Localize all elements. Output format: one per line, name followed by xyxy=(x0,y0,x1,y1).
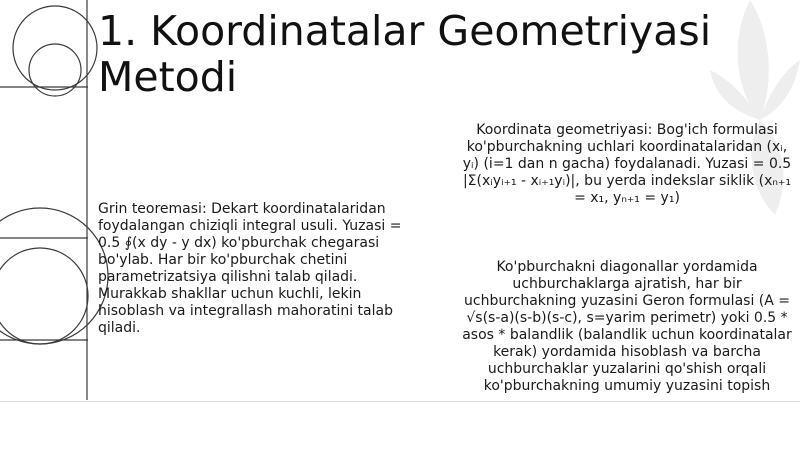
decor-circle-bottom-small xyxy=(0,248,88,344)
green-theorem-text: Grin teoremasi: Dekart koordinatalaridan foydalangan chiziqli integral usuli. Yuzasi = 0.5 ∮(x dy - y dx) ko'pburchak chegarasi bo'ylab. Har bir ko'pburchak chetini parametrizatsiya qilishni talab qiladi. Murakkab shakllar uchun kuchli, lekin hisoblash va integrallash mahoratini talab qiladi. xyxy=(98,201,402,336)
decor-circle-bottom-large xyxy=(0,208,108,344)
bottom-divider xyxy=(0,401,800,402)
decor-circle-top-large xyxy=(13,6,97,90)
decor-circle-top-small xyxy=(29,44,81,96)
triangulation-text: Ko'pburchakni diagonallar yordamida uchburchaklarga ajratish, har bir uchburchakning yuzasini Geron formulasi (A = √s(s-a)(s-b)(s-c), s=yarim perimetr) yoki 0.5 * asos * balandlik (balandlik uchun koordinatalar kerak) yordamida hisoblash va barcha uchburchaklar yuzalarini qo'shish orqali ko'pburchakning umumiy yuzasini topish xyxy=(462,259,792,394)
slide-title: 1. Koordinatalar Geometriyasi Metodi xyxy=(98,7,712,101)
shoelace-formula-text: Koordinata geometriyasi: Bog'ich formulasi ko'pburchakning uchlari koordinatalaridan (xᵢ, yᵢ) (i=1 dan n gacha) foydalanadi. Yuzasi = 0.5 |Σ(xᵢyᵢ₊₁ - xᵢ₊₁yᵢ)|, bu yerda indekslar siklik (xₙ₊₁ = x₁, yₙ₊₁ = y₁) xyxy=(462,122,792,206)
